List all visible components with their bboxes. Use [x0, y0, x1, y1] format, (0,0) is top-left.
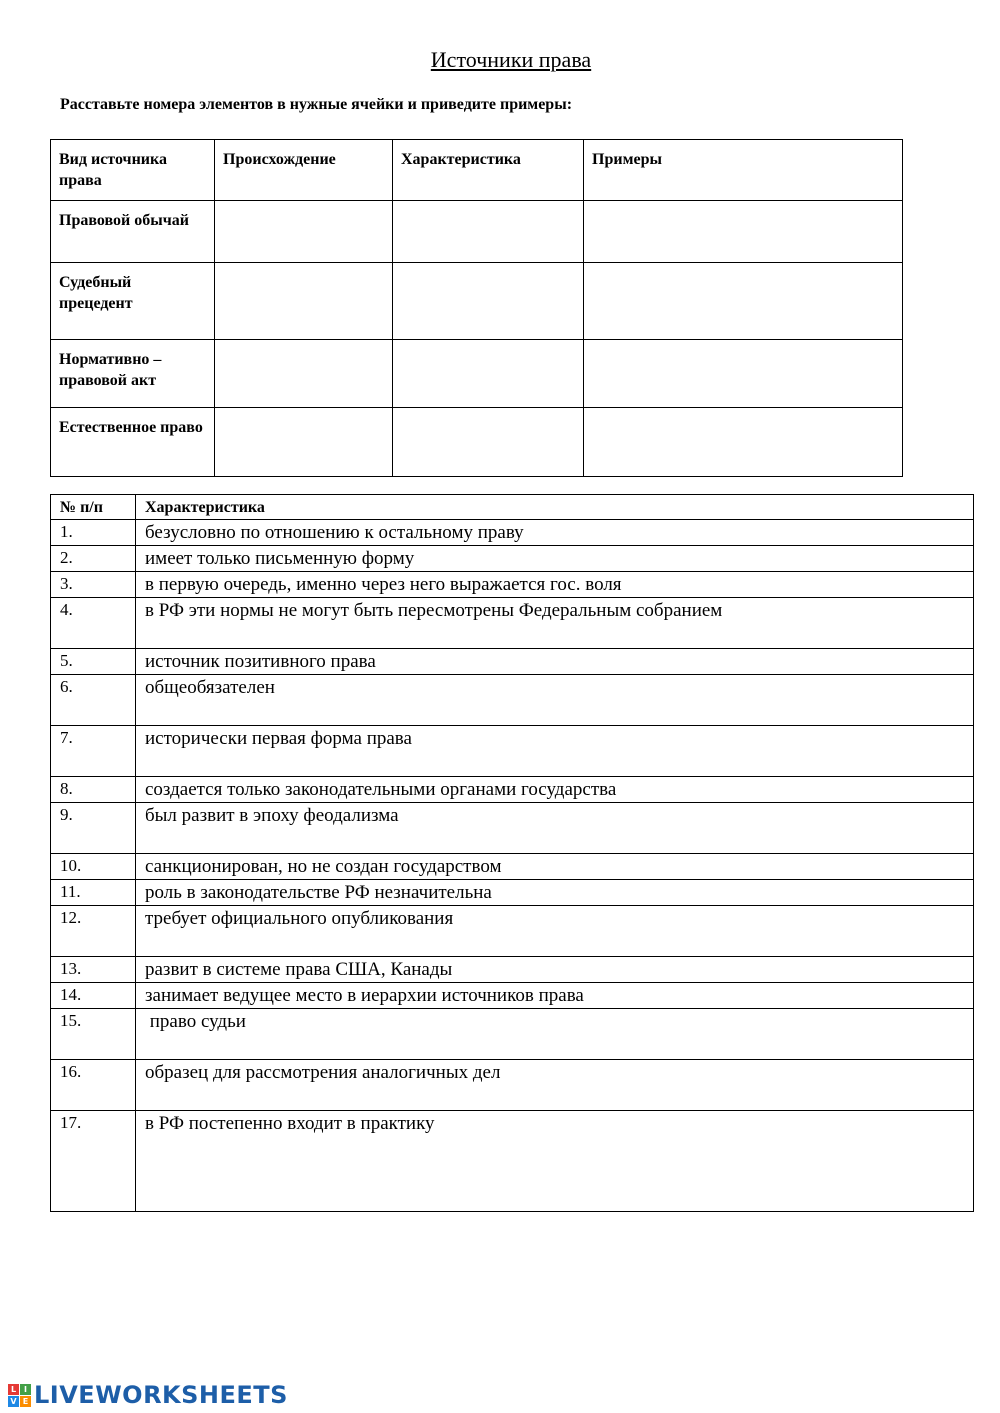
source-type-cell: Правовой обычай [51, 201, 215, 263]
examples-input-cell[interactable] [584, 340, 903, 408]
table-row [51, 675, 974, 726]
row-number: 5. [51, 649, 136, 675]
row-characteristic: безусловно по отношению к остальному праву [136, 520, 974, 546]
table-row [51, 777, 974, 803]
liveworksheets-logo [8, 1380, 288, 1410]
table-row [51, 520, 974, 546]
row-number: 16. [51, 1060, 136, 1111]
characteristic-drop-cell[interactable] [393, 263, 584, 340]
header-number: № п/п [51, 495, 136, 520]
row-characteristic: санкционирован, но не создан государством [136, 854, 974, 880]
table-row [51, 546, 974, 572]
row-characteristic: в РФ постепенно входит в практику [136, 1111, 974, 1212]
row-number: 2. [51, 546, 136, 572]
row-number: 4. [51, 598, 136, 649]
characteristic-drop-cell[interactable] [393, 408, 584, 477]
table-row [51, 598, 974, 649]
table-row [51, 649, 974, 675]
row-characteristic: общеобязателен [136, 675, 974, 726]
row-characteristic: роль в законодательстве РФ незначительна [136, 880, 974, 906]
row-characteristic: в первую очередь, именно через него выражается гос. воля [136, 572, 974, 598]
row-characteristic: был развит в эпоху феодализма [136, 803, 974, 854]
row-number: 13. [51, 957, 136, 983]
characteristics-header-row [51, 495, 974, 520]
row-number: 14. [51, 983, 136, 1009]
sources-header-row [51, 140, 903, 201]
characteristics-table [50, 494, 974, 1212]
row-characteristic: исторически первая форма права [136, 726, 974, 777]
row-number: 6. [51, 675, 136, 726]
row-characteristic: имеет только письменную форму [136, 546, 974, 572]
examples-input-cell[interactable] [584, 408, 903, 477]
examples-input-cell[interactable] [584, 201, 903, 263]
page-title: Источники права [430, 47, 592, 72]
origin-drop-cell[interactable] [215, 408, 393, 477]
table-row [51, 1060, 974, 1111]
characteristic-drop-cell[interactable] [393, 340, 584, 408]
row-characteristic: развит в системе права США, Канады [136, 957, 974, 983]
origin-drop-cell[interactable] [215, 201, 393, 263]
table-row [51, 726, 974, 777]
row-characteristic: образец для рассмотрения аналогичных дел [136, 1060, 974, 1111]
table-row [51, 1111, 974, 1212]
row-number: 11. [51, 880, 136, 906]
sources-table [50, 139, 903, 477]
table-row [51, 906, 974, 957]
header-source-type: Вид источника права [51, 140, 215, 201]
table-row [51, 201, 903, 263]
origin-drop-cell[interactable] [215, 340, 393, 408]
header-origin: Происхождение [215, 140, 393, 201]
table-row [51, 854, 974, 880]
row-number: 15. [51, 1009, 136, 1060]
table-row [51, 572, 974, 598]
source-type-cell: Судебный прецедент [51, 263, 215, 340]
row-number: 12. [51, 906, 136, 957]
row-number: 3. [51, 572, 136, 598]
table-row [51, 803, 974, 854]
row-number: 10. [51, 854, 136, 880]
row-number: 9. [51, 803, 136, 854]
liveworksheets-wordmark: LIVEWORKSHEETS [34, 1381, 288, 1409]
row-number: 7. [51, 726, 136, 777]
table-row [51, 1009, 974, 1060]
row-characteristic: источник позитивного права [136, 649, 974, 675]
liveworksheets-icon: L I V E [8, 1384, 31, 1407]
row-characteristic: занимает ведущее место в иерархии источников права [136, 983, 974, 1009]
table-row [51, 957, 974, 983]
row-characteristic: право судьи [136, 1009, 974, 1060]
table-row [51, 263, 903, 340]
header-examples: Примеры [584, 140, 903, 201]
table-row [51, 880, 974, 906]
table-row [51, 408, 903, 477]
source-type-cell: Естественное право [51, 408, 215, 477]
instruction-text: Расставьте номера элементов в нужные ячейки и приведите примеры: [60, 96, 573, 113]
row-characteristic: требует официального опубликования [136, 906, 974, 957]
table-row [51, 983, 974, 1009]
source-type-cell: Нормативно – правовой акт [51, 340, 215, 408]
header-characteristic: Характеристика [393, 140, 584, 201]
row-number: 17. [51, 1111, 136, 1212]
characteristic-drop-cell[interactable] [393, 201, 584, 263]
origin-drop-cell[interactable] [215, 263, 393, 340]
row-characteristic: создается только законодательными органами государства [136, 777, 974, 803]
row-number: 1. [51, 520, 136, 546]
row-characteristic: в РФ эти нормы не могут быть пересмотрены Федеральным собранием [136, 598, 974, 649]
header-characteristic: Характеристика [136, 495, 974, 520]
row-number: 8. [51, 777, 136, 803]
examples-input-cell[interactable] [584, 263, 903, 340]
table-row [51, 340, 903, 408]
